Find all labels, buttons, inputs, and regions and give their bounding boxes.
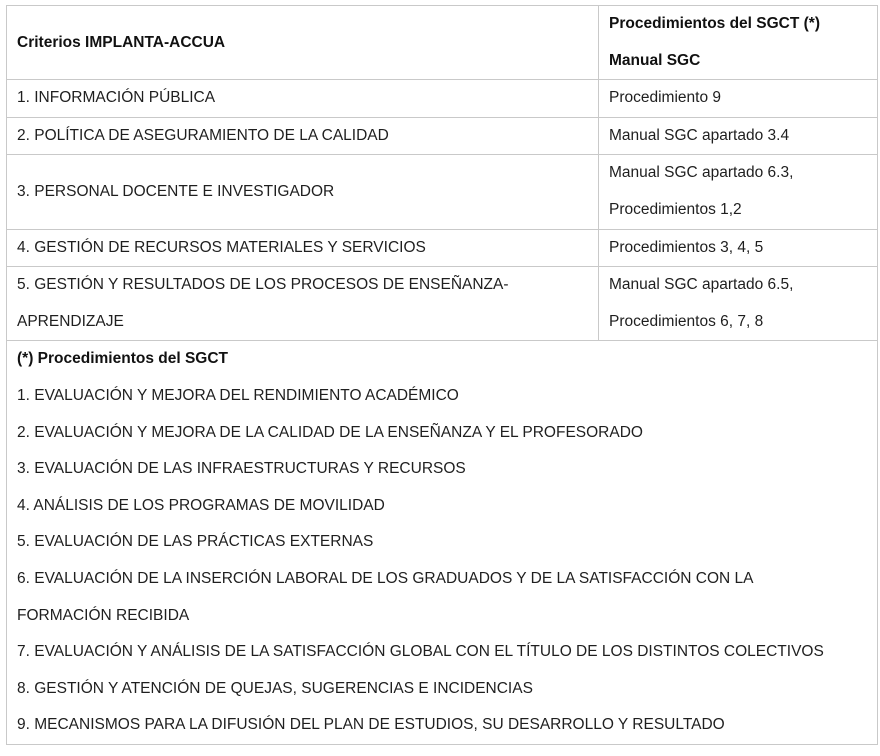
procedure-cell bbox=[599, 267, 878, 341]
criterion-text: 3. PERSONAL DOCENTE E INVESTIGADOR bbox=[17, 182, 335, 200]
table-row bbox=[7, 117, 878, 155]
table-row bbox=[7, 229, 878, 267]
table-row bbox=[7, 80, 878, 118]
notes-item: 2. EVALUACIÓN Y MEJORA DE LA CALIDAD DE LA ENSEÑANZA Y EL PROFESORADO bbox=[17, 423, 643, 441]
procedure-cell bbox=[599, 80, 878, 118]
criterion-cell bbox=[7, 117, 599, 155]
notes-item: 9. MECANISMOS PARA LA DIFUSIÓN DEL PLAN DE ESTUDIOS, SU DESARROLLO Y RESULTADO bbox=[17, 716, 725, 734]
table-row bbox=[7, 267, 878, 341]
procedure-text: Procedimientos 1,2 bbox=[609, 200, 742, 218]
table-row bbox=[7, 155, 878, 229]
procedure-text: Procedimientos 3, 4, 5 bbox=[609, 238, 764, 256]
criterion-cell bbox=[7, 229, 599, 267]
notes-row bbox=[7, 341, 878, 745]
notes-item: 4. ANÁLISIS DE LOS PROGRAMAS DE MOVILIDAD bbox=[17, 496, 385, 514]
notes-item: 7. EVALUACIÓN Y ANÁLISIS DE LA SATISFACCIÓN GLOBAL CON EL TÍTULO DE LOS DISTINTOS COLECTIVOS bbox=[17, 643, 824, 661]
criterion-cell bbox=[7, 80, 599, 118]
criterion-text: 5. GESTIÓN Y RESULTADOS DE LOS PROCESOS DE ENSEÑANZA- bbox=[17, 276, 509, 294]
procedures-notes-cell bbox=[7, 341, 878, 745]
header-procedures-line: Procedimientos del SGCT (*) bbox=[609, 15, 821, 32]
criterion-text: 4. GESTIÓN DE RECURSOS MATERIALES Y SERVICIOS bbox=[17, 238, 426, 256]
criterion-text: 1. INFORMACIÓN PÚBLICA bbox=[17, 89, 216, 107]
notes-item: 1. EVALUACIÓN Y MEJORA DEL RENDIMIENTO ACADÉMICO bbox=[17, 386, 459, 404]
criterion-cell bbox=[7, 267, 599, 341]
procedure-cell bbox=[599, 117, 878, 155]
procedure-text: Procedimientos 6, 7, 8 bbox=[609, 312, 764, 330]
notes-item: 8. GESTIÓN Y ATENCIÓN DE QUEJAS, SUGERENCIAS E INCIDENCIAS bbox=[17, 679, 533, 697]
notes-item: FORMACIÓN RECIBIDA bbox=[17, 606, 190, 624]
procedure-cell bbox=[599, 155, 878, 229]
notes-item: 6. EVALUACIÓN DE LA INSERCIÓN LABORAL DE LOS GRADUADOS Y DE LA SATISFACCIÓN CON LA bbox=[17, 569, 754, 587]
criterion-text: 2. POLÍTICA DE ASEGURAMIENTO DE LA CALIDAD bbox=[17, 126, 389, 144]
procedure-text: Manual SGC apartado 6.5, bbox=[609, 276, 794, 294]
procedure-text: Manual SGC apartado 3.4 bbox=[609, 126, 790, 144]
table-header-row bbox=[7, 6, 878, 80]
notes-title: (*) Procedimientos del SGCT bbox=[17, 350, 229, 368]
criterion-cell bbox=[7, 155, 599, 229]
criteria-table bbox=[6, 5, 878, 745]
criterion-text: APRENDIZAJE bbox=[17, 312, 124, 330]
procedure-cell bbox=[599, 229, 878, 267]
header-manual-line: Manual SGC bbox=[609, 51, 701, 69]
procedure-text: Manual SGC apartado 6.3, bbox=[609, 164, 794, 182]
header-criteria: Criterios IMPLANTA-ACCUA bbox=[7, 6, 599, 80]
notes-item: 3. EVALUACIÓN DE LAS INFRAESTRUCTURAS Y RECURSOS bbox=[17, 460, 466, 478]
header-procedures bbox=[599, 6, 878, 80]
procedure-text: Procedimiento 9 bbox=[609, 89, 722, 107]
notes-item: 5. EVALUACIÓN DE LAS PRÁCTICAS EXTERNAS bbox=[17, 533, 374, 551]
